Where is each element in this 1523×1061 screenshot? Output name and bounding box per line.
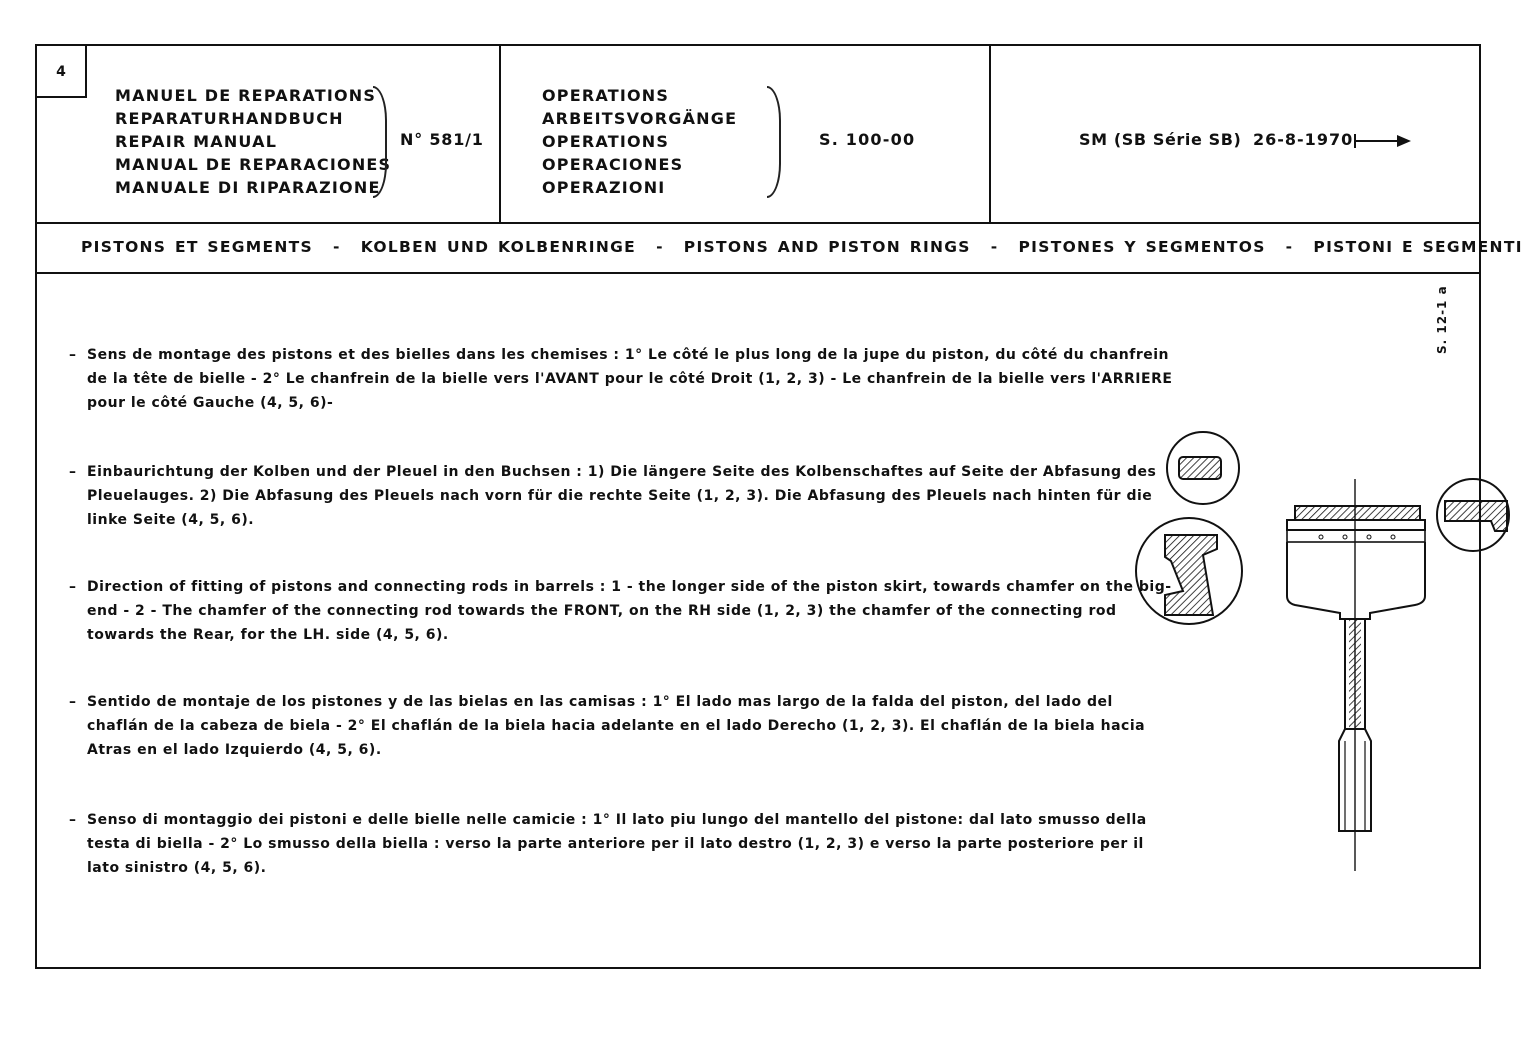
operations-title-fr: OPERATIONS: [542, 86, 670, 105]
subtitle-separator: -: [1285, 238, 1294, 256]
manual-titles: [115, 84, 391, 199]
brace-icon: [373, 86, 387, 198]
brace-icon: [767, 86, 781, 198]
document-date: 26-8-1970: [1253, 130, 1354, 149]
manual-number: N° 581/1: [400, 130, 484, 149]
bullet-dash: –: [69, 812, 77, 828]
subtitle-es: PISTONES Y SEGMENTOS: [1018, 238, 1266, 256]
subtitle-separator: -: [990, 238, 999, 256]
operations-titles: [542, 84, 737, 199]
operations-title-en: OPERATIONS: [542, 132, 670, 151]
section-subtitle: [37, 222, 1523, 274]
page-number: 4: [37, 46, 87, 98]
paragraph-text: Einbaurichtung der Kolben und der Pleuel in den Buchsen : 1) Die längere Seite des Kolbenschaftes auf Seite der Abfasung des Pleuelauges. 2) Die Abfasung des Pleuels nach vorn für die rechte Seite (1, 2, 3). Die Abfasung des Pleuels nach hinten für die linke Seite (4, 5, 6).: [87, 464, 1157, 528]
scraper-ring-detail-icon: [1437, 479, 1509, 551]
operations-title-de: ARBEITSVORGÄNGE: [542, 109, 738, 128]
document-header: [37, 46, 1479, 224]
manual-title-de: REPARATURHANDBUCH: [115, 109, 344, 128]
subtitle-line: [81, 238, 1523, 256]
operations-title-it: OPERAZIONI: [542, 178, 666, 197]
operations-title-es: OPERACIONES: [542, 155, 684, 174]
paragraph-es: [69, 690, 1177, 762]
document-frame: [35, 44, 1523, 969]
paragraph-text: Direction of fitting of pistons and connecting rods in barrels : 1 - the longer side of the piston skirt, towards chamfer on the big-end - 2 - The chamfer of the connecting rod towards the FRONT, on the RH side (1, 2, 3) the chamfer of the connecting rod towards the Rear, for the LH. side (4, 5, 6).: [87, 579, 1172, 643]
piston-connecting-rod-diagram: [1135, 431, 1477, 831]
paragraph-en: [69, 575, 1177, 647]
vehicle-model: SM (SB Série SB): [1079, 130, 1242, 149]
side-reference: S. 12-1 a: [1435, 285, 1449, 354]
paragraph-text: Sentido de montaje de los pistones y de las bielas en las camisas : 1° El lado mas largo de la falda del piston, del lado del chaflán de la cabeza de biela - 2° El chaflán de la biela hacia adelante en el lado Derecho (1, 2, 3). El chaflán de la biela hacia Atras en el lado Izquierdo (4, 5, 6).: [87, 694, 1146, 758]
subtitle-it: PISTONI E SEGMENTI: [1313, 238, 1523, 256]
subtitle-de: KOLBEN UND KOLBENRINGE: [360, 238, 637, 256]
paragraph-text: Senso di montaggio dei pistoni e delle bielle nelle camicie : 1° Il lato piu lungo del mantello del pistone: dal lato smusso della testa di biella - 2° Lo smusso della biella : verso la parte anteriore per il lato destro (1, 2, 3) e verso la parte posteriore per il lato sinistro (4, 5, 6).: [87, 812, 1147, 876]
paragraph-fr: [69, 343, 1177, 415]
bullet-dash: –: [69, 464, 77, 480]
manual-title-block: [37, 46, 501, 222]
paragraph-it: [69, 808, 1177, 880]
model-date-block: [989, 46, 1479, 222]
operations-title-block: [499, 46, 991, 222]
subtitle-en: PISTONS AND PISTON RINGS: [683, 238, 971, 256]
bullet-dash: –: [69, 694, 77, 710]
manual-title-en: REPAIR MANUAL: [115, 132, 278, 151]
ring-section-detail-icon: [1167, 432, 1239, 504]
rod-section-detail-icon: [1136, 518, 1242, 624]
bullet-dash: –: [69, 579, 77, 595]
bullet-dash: –: [69, 347, 77, 363]
paragraph-text: Sens de montage des pistons et des bielles dans les chemises : 1° Le côté le plus long de la jupe du piston, du côté du chanfrein de la tête de bielle - 2° Le chanfrein de la bielle vers l'AVANT pour le côté Droit (1, 2, 3) - Le chanfrein de la bielle vers l'ARRIERE pour le côté Gauche (4, 5, 6)-: [87, 347, 1173, 411]
paragraph-de: [69, 460, 1177, 532]
subtitle-separator: -: [333, 238, 341, 256]
arrow-right-icon: [1353, 130, 1413, 152]
subtitle-separator: -: [656, 238, 664, 256]
manual-title-es: MANUAL DE REPARACIONES: [115, 155, 392, 174]
manual-title-it: MANUALE DI RIPARAZIONE: [115, 178, 381, 197]
operation-reference: S. 100-00: [819, 130, 916, 149]
subtitle-fr: PISTONS ET SEGMENTS: [81, 238, 314, 256]
manual-title-fr: MANUEL DE REPARATIONS: [115, 86, 377, 105]
